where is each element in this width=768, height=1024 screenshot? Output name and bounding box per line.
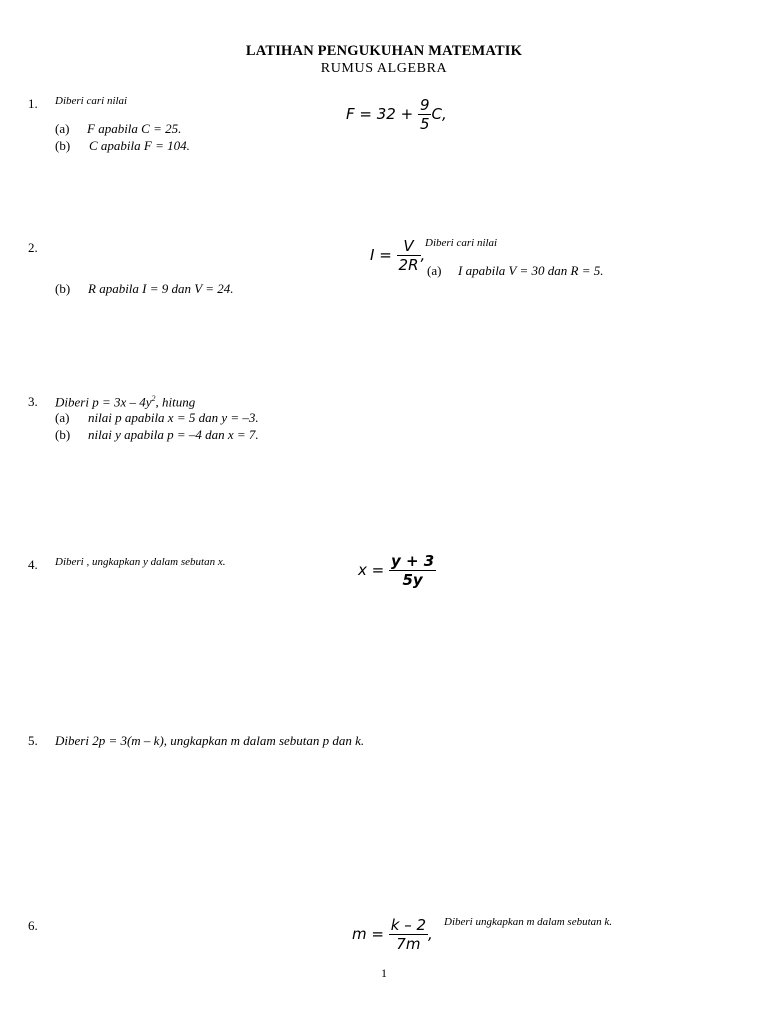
part-b-text: C apabila F = 104. [89,138,190,153]
question-number: 5. [28,733,38,748]
exponent: 2 [151,394,156,403]
formula-right: , [420,246,426,264]
part-a-label: (a) [55,410,70,425]
fraction [389,552,436,589]
fraction-numerator: k – 2 [390,916,427,934]
formula-right: C, [431,105,447,123]
prompt-text-end: , hitung [155,394,196,410]
part-b-label: (b) [55,427,71,442]
part-a-label: (a) [427,263,442,278]
fraction [418,96,432,133]
question-prompt [55,394,195,410]
question-number: 6. [28,918,38,933]
formula-left: m = [352,925,384,943]
fraction-denominator: 5 [419,115,430,133]
part-a-label: (a) [55,121,70,136]
formula [370,237,425,274]
part-a-text: nilai p apabila x = 5 dan y = –3. [88,410,259,425]
part-b-label: (b) [55,281,71,296]
formula [358,552,436,589]
question-prompt: Diberi ungkapkan m dalam sebutan k. [444,916,613,928]
part-b-label: (b) [55,138,71,153]
question-number: 4. [28,557,38,572]
question-prompt: Diberi cari nilai [55,95,128,107]
fraction-denominator: 2R [398,256,419,274]
question-prompt: Diberi cari nilai [425,237,498,249]
fraction-numerator: y + 3 [391,552,435,570]
page-number: 1 [381,966,387,980]
formula-left: F = 32 + [346,105,414,123]
part-b-text: R apabila I = 9 dan V = 24. [88,281,234,296]
question-number: 2. [28,240,38,255]
fraction-denominator: 5y [389,570,436,589]
part-a-text: I apabila V = 30 dan R = 5. [458,263,604,278]
fraction-numerator: 9 [419,96,430,114]
question-number: 3. [28,394,38,409]
question-number: 1. [28,96,38,111]
prompt-text: Diberi p = 3x – 4y [55,394,152,410]
document-subtitle: RUMUS ALGEBRA [320,61,448,76]
part-a-text: F apabila C = 25. [87,121,182,136]
fraction-numerator: V [403,237,414,255]
formula [346,96,447,133]
formula [352,916,433,953]
fraction [397,237,421,274]
formula-left: I = [370,246,392,264]
question-prompt: Diberi 2p = 3(m – k), ungkapkan m dalam sebutan p dan k. [55,733,365,748]
fraction [389,916,428,953]
part-b-text: nilai y apabila p = –4 dan x = 7. [88,427,259,442]
formula-left: x = [358,561,385,579]
fraction-denominator: 7m [389,934,428,953]
document-title: LATIHAN PENGUKUHAN MATEMATIK [245,43,523,59]
formula-right: , [428,925,433,943]
question-prompt: Diberi , ungkapkan y dalam sebutan x. [55,556,226,568]
